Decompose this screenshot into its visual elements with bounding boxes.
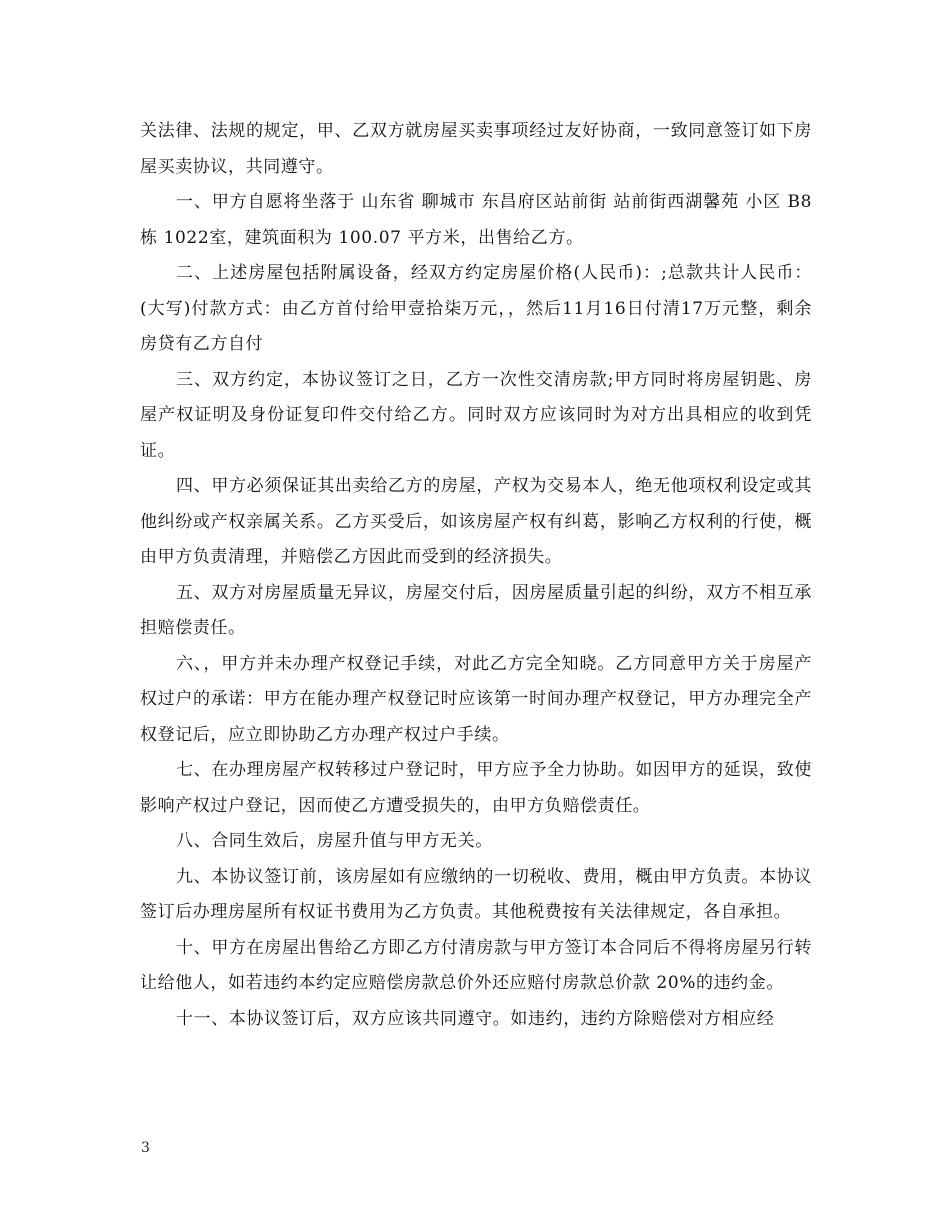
clause-3: 三、双方约定，本协议签订之日，乙方一次性交清房款;甲方同时将房屋钥匙、房屋产权证明及身份证复印件交付给乙方。同时双方应该同时为对方出具相应的收到凭证。 bbox=[140, 369, 812, 461]
clause-6: 六、，甲方并未办理产权登记手续，对此乙方完全知晓。乙方同意甲方关于房屋产权过户的承诺：甲方在能办理产权登记时应该第一时间办理产权登记，甲方办理完全产权登记后，应立即协助乙方办理产权过户手续。 bbox=[140, 653, 812, 745]
page-number: 3 bbox=[141, 1140, 150, 1156]
clause-11: 十一、本协议签订后，双方应该共同遵守。如违约，违约方除赔偿对方相应经 bbox=[176, 1008, 775, 1029]
clause-5: 五、双方对房屋质量无异议，房屋交付后，因房屋质量引起的纠纷，双方不相互承担赔偿责任。 bbox=[140, 582, 812, 638]
clause-10: 十、甲方在房屋出售给乙方即乙方付清房款与甲方签订本合同后不得将房屋另行转让给他人，如若违约本约定应赔偿房款总价外还应赔付房款总价款 20%的违约金。 bbox=[140, 937, 812, 993]
clause-1: 一、甲方自愿将坐落于 山东省 聊城市 东昌府区站前街 站前街西湖馨苑 小区 B8 栋 1022室，建筑面积为 100.07 平方米，出售给乙方。 bbox=[140, 192, 812, 248]
clause-8: 八、合同生效后，房屋升值与甲方无关。 bbox=[176, 831, 493, 851]
clause-9: 九、本协议签订前，该房屋如有应缴纳的一切税收、费用，概由甲方负责。本协议签订后办理房屋所有权证书费用为乙方负责。其他税费按有关法律规定，各自承担。 bbox=[140, 866, 812, 922]
clause-4: 四、甲方必须保证其出卖给乙方的房屋，产权为交易本人，绝无他项权利设定或其他纠纷或产权亲属关系。乙方买受后，如该房屋产权有纠葛，影响乙方权利的行使，概由甲方负责清理，并赔偿乙方因此而受到的经济损失。 bbox=[140, 476, 812, 567]
clause-2: 二、上述房屋包括附属设备，经双方约定房屋价格(人民币)：;总款共计人民币： (大写)付款方式：由乙方首付给甲壹拾柒万元，，然后11月16日付清17万元整，剩余房贷有乙方自付 bbox=[140, 263, 812, 354]
clause-7: 七、在办理房屋产权转移过户登记时，甲方应予全力协助。如因甲方的延误，致使影响产权过户登记，因而使乙方遭受损失的，由甲方负赔偿责任。 bbox=[140, 760, 812, 816]
document-body bbox=[140, 114, 812, 1037]
paragraph-continuation: 关法律、法规的规定，甲、乙双方就房屋买卖事项经过友好协商，一致同意签订如下房屋买卖协议，共同遵守。 bbox=[140, 121, 812, 177]
